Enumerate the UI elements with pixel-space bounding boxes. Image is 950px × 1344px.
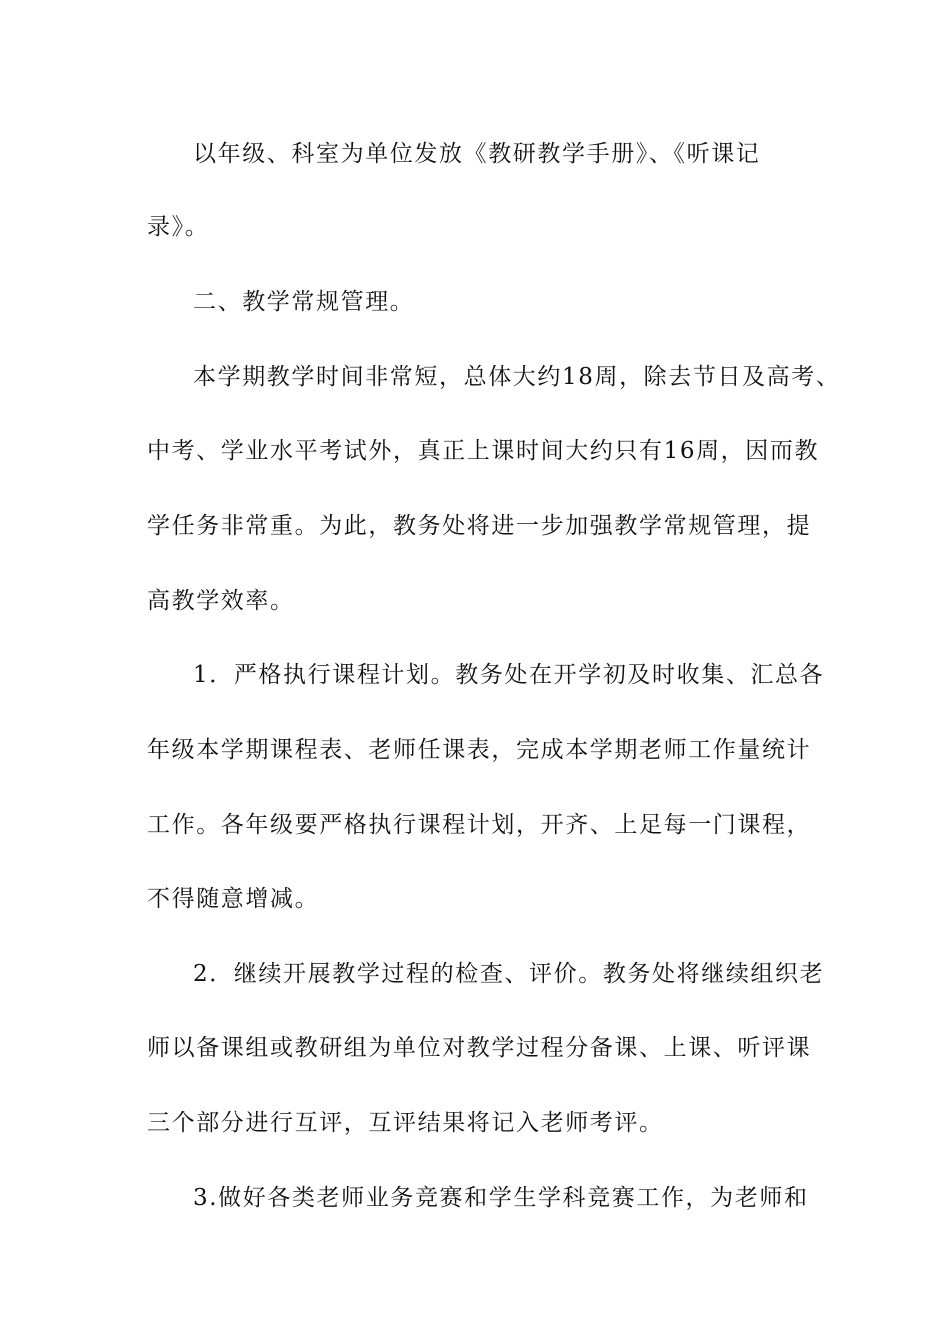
text-line: 以年级、科室为单位发放《教研教学手册》、《听课记 [193,141,761,167]
list-item: 1．严格执行课程计划。教务处在开学初及时收集、汇总各 [193,662,825,688]
text-line: 学任务非常重。为此，教务处将进一步加强教学常规管理，提 [147,513,812,539]
text-line: 本学期教学时间非常短，总体大约18周，除去节日及高考、 [193,364,841,390]
list-item: 3.做好各类老师业务竞赛和学生学科竞赛工作，为老师和 [193,1185,809,1211]
text-line: 中考、学业水平考试外，真正上课时间大约只有16周，因而教 [147,438,820,464]
text-line: 高教学效率。 [147,588,295,614]
text-line: 工作。各年级要严格执行课程计划，开齐、上足每一门课程， [147,812,812,838]
list-item: 2．继续开展教学过程的检查、评价。教务处将继续组织老 [193,961,825,987]
section-heading: 二、教学常规管理。 [193,289,415,315]
text-line: 年级本学期课程表、老师任课表，完成本学期老师工作量统计 [147,737,812,763]
text-line: 师以备课组或教研组为单位对教学过程分备课、上课、听评课 [147,1035,812,1061]
text-line: 不得随意增减。 [147,886,320,912]
text-line: 录》。 [147,214,210,240]
text-line: 三个部分进行互评，互评结果将记入老师考评。 [147,1110,664,1136]
